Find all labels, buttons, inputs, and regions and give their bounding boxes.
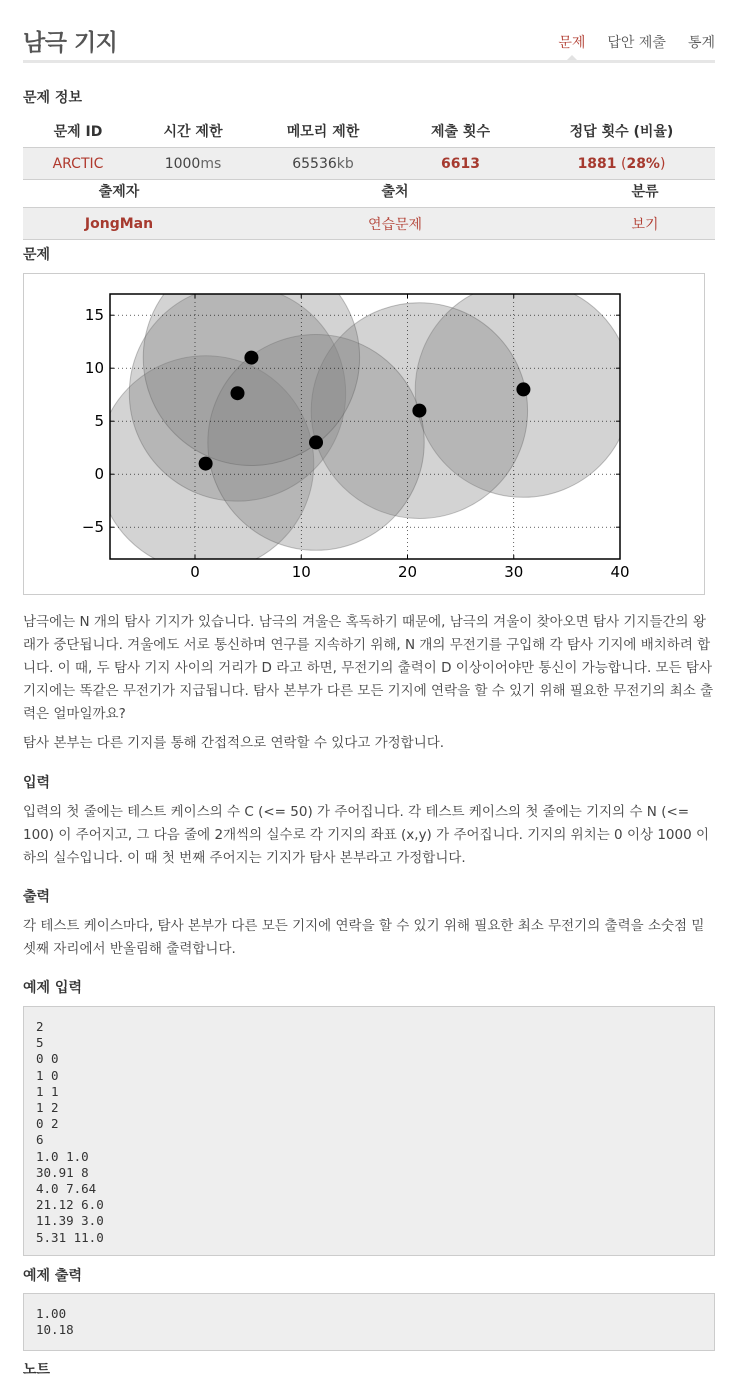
coverage-circles (97, 274, 631, 572)
ratio-close: ) (659, 155, 666, 172)
category-link[interactable]: 보기 (631, 216, 659, 233)
ratio-open: ( (620, 155, 627, 172)
meta-value-row (23, 208, 715, 240)
col-header-memory-limit: 메모리 제한 (286, 124, 360, 140)
sample-output-heading: 예제 출력 (23, 1268, 82, 1284)
base-point-3 (412, 404, 426, 418)
problem-heading: 문제 (23, 247, 51, 263)
col-header-accepted: 정답 횟수 (비율) (569, 124, 674, 140)
base-point-4 (309, 435, 323, 449)
scatter-plot (24, 274, 704, 594)
category-value (575, 208, 715, 240)
source-link[interactable]: 연습문제 (367, 216, 423, 233)
time-limit-unit: ms (200, 155, 222, 172)
col-header-author: 출제자 (98, 184, 140, 200)
problem-paragraph-1: 남극에는 N 개의 탐사 기지가 있습니다. 남극의 겨울은 혹독하기 때문에, 남극의 겨울이 찾아오면 탐사 기지들간의 왕래가 중단됩니다. 겨울에도 서로 통신하며 연구를 지속하기 위해, N 개의 무전기를 구입해 각 탐사 기지에 배치하려 합니다. 이 때, 두 탐사 기지 사이의 거리가 D 라고 하면, 무전기의 출력이 D 이상이어야만 통신이 가능합니다. 모든 탐사 기지에는 똑같은 무전기가 지급됩니다. 탐사 본부가 다른 모든 기지에 연락을 할 수 있기 위해 필요한 무전기의 최소 출력은 얼마일까요? (23, 614, 714, 722)
info-heading: 문제 정보 (23, 90, 82, 106)
problem-meta-table (23, 175, 715, 240)
col-header-category: 분류 (631, 184, 659, 200)
col-header-submissions: 제출 횟수 (431, 124, 490, 140)
x-tick-label-4: 40 (610, 563, 630, 581)
source-value (215, 208, 575, 240)
base-point-2 (231, 386, 245, 400)
ratio-value: 28% (626, 155, 660, 172)
accepted-link[interactable]: 1881 (577, 155, 617, 172)
page-title: 남극 기지 (23, 30, 118, 56)
author-value (23, 208, 215, 240)
y-tick-label-4: −5 (81, 518, 104, 537)
col-header-time-limit: 시간 제한 (163, 124, 223, 140)
y-tick-label-1: 10 (84, 359, 104, 378)
note-heading: 노트 (23, 1362, 51, 1378)
output-description: 각 테스트 케이스마다, 탐사 본부가 다른 모든 기지에 연락을 할 수 있기 위해 필요한 최소 무전기의 출력을 소숫점 밑 셋째 자리에서 반올림해 출력합니다. (23, 918, 705, 957)
author-link[interactable]: JongMan (84, 215, 154, 232)
problem-figure (23, 273, 705, 595)
problem-info-table (23, 115, 715, 180)
memory-limit-number: 65536 (292, 155, 337, 172)
x-tick-label-1: 10 (291, 563, 311, 581)
x-tick-label-2: 20 (397, 563, 418, 581)
x-tick-label-0: 0 (190, 563, 200, 581)
y-tick-label-2: 5 (94, 412, 104, 431)
col-header-problem-id: 문제 ID (53, 124, 103, 140)
time-limit-number: 1000 (164, 155, 201, 172)
input-description: 입력의 첫 줄에는 테스트 케이스의 수 C (<= 50) 가 주어집니다. 각 테스트 케이스의 첫 줄에는 기지의 수 N (<= 100) 이 주어지고, 그 다음 줄에 2개씩의 실수로 각 기지의 좌표 (x,y) 가 주어집니다. 기지의 위치는 0 이상 1000 이하의 실수입니다. 이 때 첫 번째 주어지는 기지가 탐사 본부라고 가정합니다. (23, 804, 710, 866)
submissions-link[interactable]: 6613 (441, 155, 480, 172)
y-tick-label-0: 15 (84, 306, 104, 325)
title-divider (23, 60, 715, 63)
base-point-1 (516, 382, 530, 396)
input-heading: 입력 (23, 775, 51, 791)
info-header-row (23, 115, 715, 148)
sample-input-heading: 예제 입력 (23, 980, 82, 996)
tab-problem[interactable]: 문제 (558, 32, 585, 52)
base-point-0 (199, 457, 213, 471)
base-point-5 (244, 351, 258, 365)
sample-output-box[interactable]: 1.00 10.18 (23, 1293, 715, 1351)
x-tick-label-3: 30 (504, 563, 524, 581)
memory-limit-unit: kb (336, 155, 354, 172)
meta-header-row (23, 175, 715, 208)
col-header-source: 출처 (381, 184, 409, 200)
problem-paragraph-2: 탐사 본부는 다른 기지를 통해 간접적으로 연락할 수 있다고 가정합니다. (23, 735, 445, 751)
sample-input-box[interactable]: 2 5 0 0 1 0 1 1 1 2 0 2 6 1.0 1.0 30.91 8 4.0 7.64 21.12 6.0 11.39 3.0 5.31 11.0 (23, 1006, 715, 1256)
output-heading: 출력 (23, 889, 51, 905)
problem-id-text: ARCTIC (52, 155, 104, 172)
problem-tabs (558, 32, 715, 52)
y-tick-label-3: 0 (94, 465, 104, 484)
tab-stats[interactable]: 통계 (687, 35, 715, 51)
tab-submit[interactable]: 답안 제출 (607, 35, 666, 51)
